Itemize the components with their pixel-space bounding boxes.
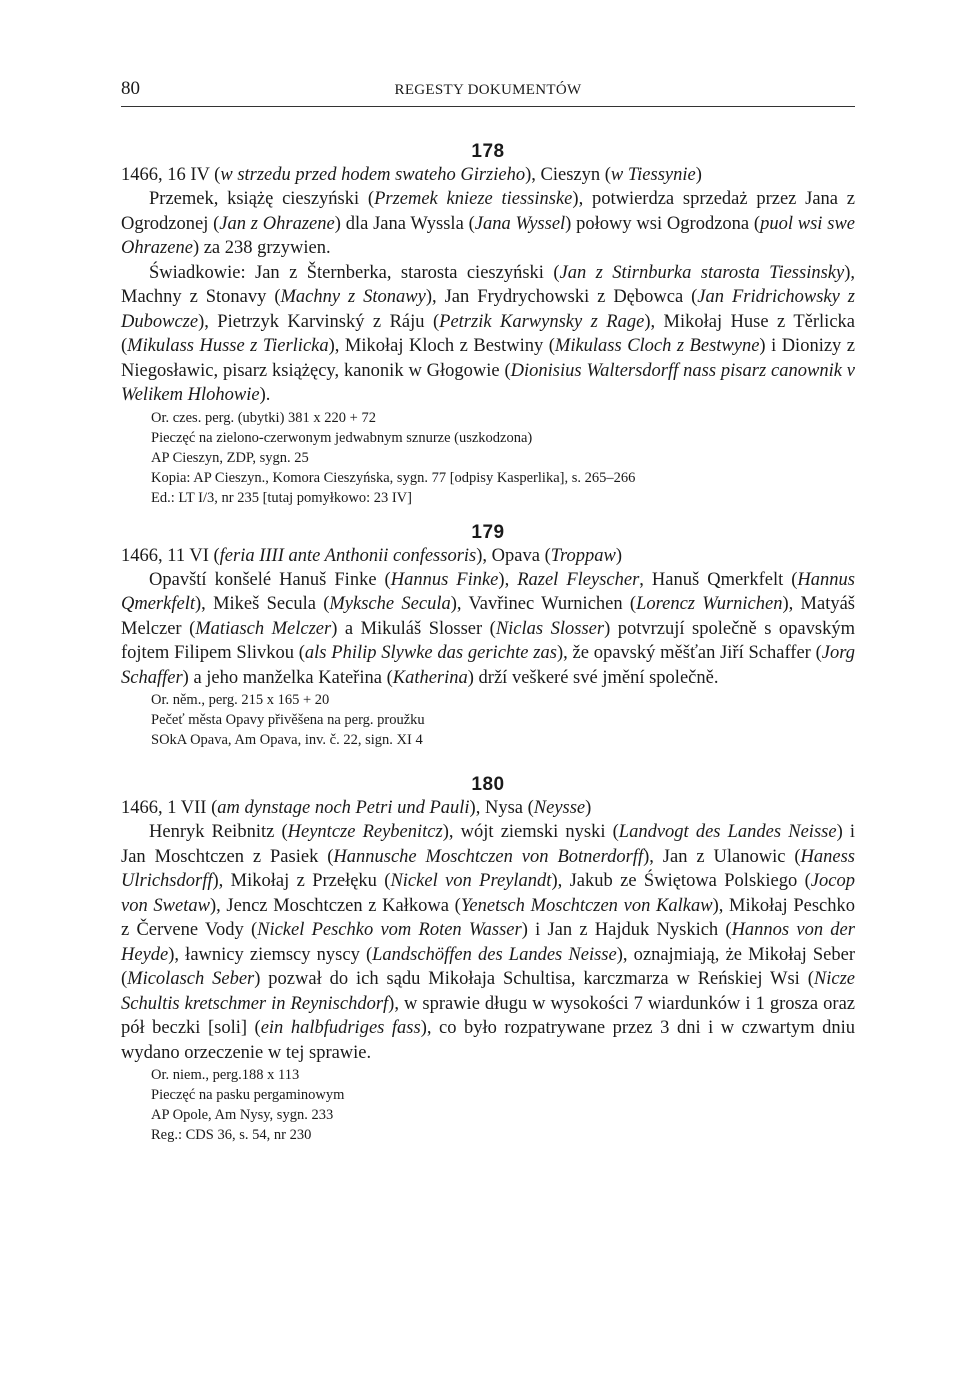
note-line: Or. niem., perg.188 x 113 (151, 1067, 300, 1083)
italic-run: Dionisius Waltersdorff nass pisarz canownik v Welikem Hlohowie (121, 360, 855, 405)
italic-run: Landschöffen des Landes Neisse (372, 944, 617, 965)
italic-run: Matiasch Melczer (195, 618, 332, 639)
italic-run: Jan z Ohrazene (219, 213, 335, 234)
italic-run: Myksche Secula (329, 594, 451, 614)
note-line: SOkA Opava, Am Opava, inv. č. 22, sign. XI 4 (151, 732, 423, 748)
italic-run: Petrzik Karwynsky z Rage (439, 311, 645, 332)
entry-178 (121, 141, 855, 508)
page-number: 80 (121, 78, 140, 99)
italic-run: Jan z Stirnburka starosta Tiessinsky (559, 262, 845, 283)
entry-heading: 1466, 16 IV (w strzedu przed hodem swateho Girzieho), Cieszyn (w Tiessynie) (121, 165, 702, 185)
page-header (121, 78, 855, 107)
italic-run: Hannos von der Heyde (121, 920, 855, 965)
note-line: AP Cieszyn, ZDP, sygn. 25 (151, 449, 309, 466)
italic-run: Troppaw (550, 545, 616, 566)
entry-notes (151, 408, 855, 508)
note-line: Or. czes. perg. (ubytki) 381 x 220 + 72 (151, 409, 376, 426)
italic-run: Haness Ulrichsdorff (121, 846, 856, 891)
entry-notes (151, 1065, 855, 1145)
entry-paragraph: Przemek, książę cieszyński (Przemek knieze tiessinske), potwierdza sprzedaż przez Jana z Ogrodzonej (Jan z Ohrazene) dla Jana Wyssla (Jana Wyssel) połowy wsi Ogrodzona (puol wsi swe Ohrazene) za 238 grzywien. (121, 189, 855, 258)
italic-run: Jocop von Swetaw (121, 871, 855, 916)
entry-180 (121, 774, 855, 1145)
italic-run: Hannus Finke (390, 569, 499, 590)
italic-run: Przemek knieze tiessinske (374, 189, 573, 209)
entry-paragraph: Opavští konšelé Hanuš Finke (Hannus Finke), Razel Fleyscher, Hanuš Qmerkfelt (Hannus Qmerkfelt), Mikeš Secula (Myksche Secula), Vavřinec Wurnichen (Lorencz Wurnichen), Matyáš Melczer (Matiasch Melczer) a Mikuláš Slosser (Niclas Slosser) potvrzují společně s opavským fojtem Filipem Slivkou (als Philip Slywke das gerichte zas), že opavský měšťan Jiří Schaffer (Jorg Schaffer) a jeho manželka Kateřina (Katherina) drží veškeré své jmění společně. (121, 569, 856, 688)
note-line: Kopia: AP Cieszyn., Komora Cieszyńska, sygn. 77 [odpisy Kasperlika], s. 265–266 (151, 469, 636, 486)
note-line: AP Opole, Am Nysy, sygn. 233 (151, 1107, 334, 1123)
entry-paragraph: Henryk Reibnitz (Heyntcze Reybenitcz), wójt ziemski nyski (Landvogt des Landes Neisse) i Jan Moschtczen z Pasiek (Hannusche Moschtczen von Botnerdorff), Jan z Ulanowic (Haness Ulrichsdorff), Mikołaj z Przełęku (Nickel von Preylandt), Jakub ze Świętowa Polskiego (Jocop von Swetaw), Jencz Moschtczen z Kałkowa (Yenetsch Moschtczen von Kalkaw), Mikołaj Peschko z Červene Vody (Nickel Peschko vom Roten Wasser) i Jan z Hajduk Nyskich (Hannos von der Heyde), ławnicy ziemscy nyscy (Landschöffen des Landes Neisse), oznajmiają, że Mikołaj Seber (Micolasch Seber) pozwał do ich sądu Mikołaja Schultisa, karczmarza w Reńskiej Wsi (Nicze Schultis kretschmer in Reynischdorf), w sprawie długu w wysokości 7 wiardunków i 1 grosza oraz pół beczki [soli] (ein halbfudriges fass), co było rozpatrywane przez 3 dni i w czwartym dniu wydano orzeczenie w tej sprawie. (121, 822, 856, 1063)
note-line: Or. něm., perg. 215 x 165 + 20 (151, 692, 330, 708)
italic-run: Neysse (533, 798, 586, 818)
document-page (121, 78, 855, 1145)
italic-run: puol wsi swe Ohrazene (121, 213, 855, 258)
entry-notes (151, 690, 855, 750)
italic-run: Nicze Schultis kretschmer in Reynischdorf (121, 969, 855, 1014)
italic-run: Yenetsch Moschtczen von Kalkaw (460, 895, 713, 916)
entry-heading: 1466, 1 VII (am dynstage noch Petri und Pauli), Nysa (Neysse) (121, 798, 592, 818)
italic-run: Hannus Qmerkfelt (121, 569, 855, 614)
italic-run: w strzedu przed hodem swateho Girzieho (220, 165, 526, 185)
entry-number: 179 (471, 521, 505, 543)
italic-run: Landvogt des Landes Neisse (618, 822, 837, 842)
running-head: REGESTY DOKUMENTÓW (394, 82, 582, 98)
entry-paragraph: Świadkowie: Jan z Šternberka, starosta cieszyński (Jan z Stirnburka starosta Tiessinsky), Machny z Stonavy (Machny z Stonawy), Jan Frydrychowski z Dębowca (Jan Fridrichowsky z Dubowcze), Pietrzyk Karvinský z Ráju (Petrzik Karwynsky z Rage), Mikołaj Huse z Těrlicka (Mikulass Husse z Tierlicka), Mikołaj Kloch z Bestwiny (Mikulass Cloch z Bestwyne) i Dionizy z Niegosławic, pisarz książęcy, kanonik w Głogowie (Dionisius Waltersdorff nass pisarz canownik v Welikem Hlohowie). (121, 262, 856, 405)
italic-run: Jorg Schaffer (121, 643, 856, 688)
italic-run: Niclas Slosser (495, 618, 605, 639)
entry-number: 180 (471, 774, 505, 795)
note-line: Pieczęć na zielono-czerwonym jedwabnym sznurze (uszkodzona) (151, 429, 533, 446)
italic-run: feria IIII ante Anthonii confessoris (219, 545, 477, 566)
entry-number: 178 (471, 141, 505, 162)
italic-run: Mikulass Husse z Tierlicka (127, 336, 329, 356)
italic-run: Nickel Peschko vom Roten Wasser (257, 920, 522, 940)
italic-run: Hannusche Moschtczen von Botnerdorff (333, 846, 644, 867)
italic-run: als Philip Slywke das gerichte zas (304, 643, 557, 663)
italic-run: Lorencz Wurnichen (636, 594, 783, 614)
entry-179 (121, 522, 855, 751)
italic-run: Machny z Stonawy (280, 287, 426, 307)
italic-run: Jana Wyssel (474, 213, 566, 234)
note-line: Ed.: LT I/3, nr 235 [tutaj pomyłkowo: 23 IV] (151, 489, 412, 506)
italic-run: Nickel von Preylandt (390, 871, 552, 891)
italic-run: Mikulass Cloch z Bestwyne (554, 336, 760, 356)
note-line: Reg.: CDS 36, s. 54, nr 230 (151, 1127, 312, 1143)
entry-heading: 1466, 11 VI (feria IIII ante Anthonii confessoris), Opava (Troppaw) (121, 545, 623, 566)
italic-run: ein halbfudriges fass (260, 1018, 421, 1038)
italic-run: Micolasch Seber (127, 969, 255, 989)
italic-run: Heyntcze Reybenitcz (287, 822, 443, 842)
italic-run: Razel Fleyscher (517, 569, 640, 590)
note-line: Pieczęć na pasku pergaminowym (151, 1087, 345, 1103)
italic-run: Jan Fridrichowsky z Dubowcze (121, 287, 856, 332)
italic-run: am dynstage noch Petri und Pauli (217, 798, 470, 818)
note-line: Pečeť města Opavy přivěšena na perg. proužku (151, 712, 425, 728)
italic-run: w Tiessynie (610, 165, 696, 185)
italic-run: Katherina (392, 667, 468, 688)
